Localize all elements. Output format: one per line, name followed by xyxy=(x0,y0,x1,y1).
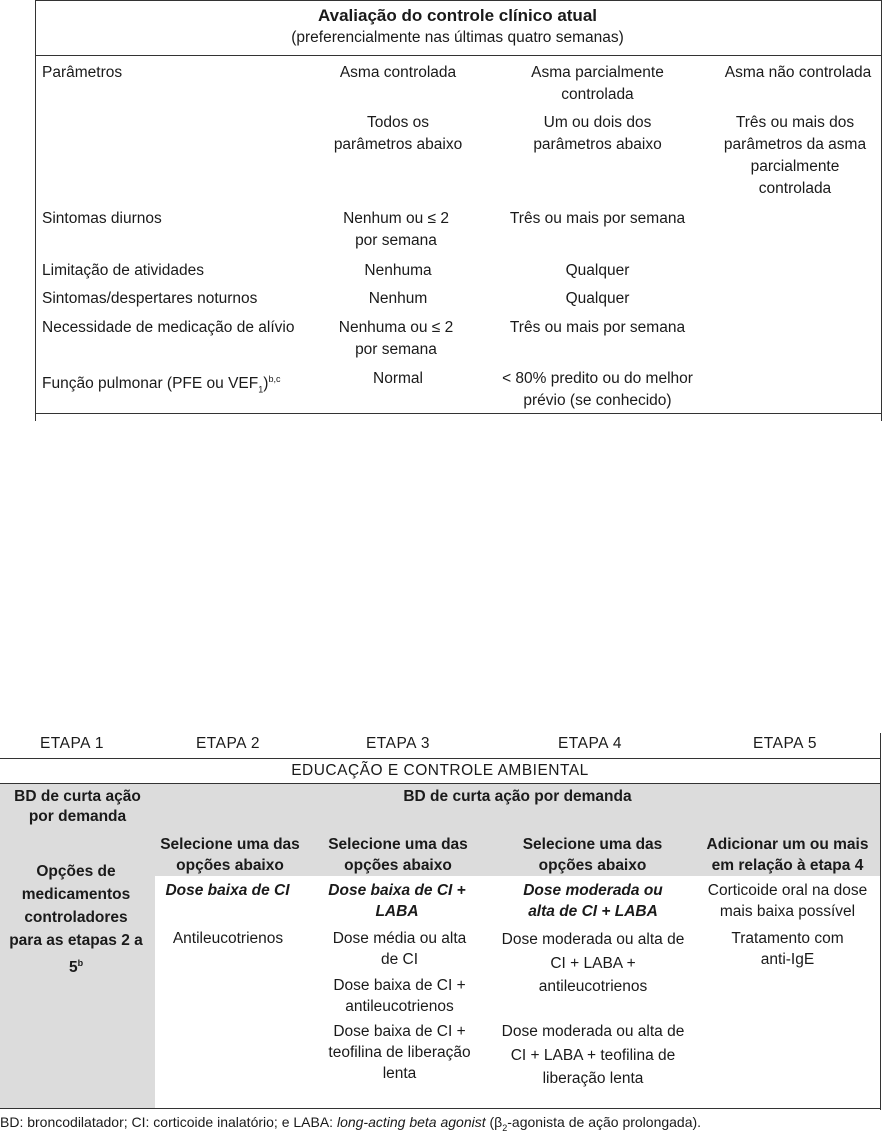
row-controlled: Nenhuma xyxy=(364,262,432,279)
option-step4: Dose moderada ou alta de CI + LABA + teofilina de liberação lenta xyxy=(501,1023,685,1087)
footnote-marker: b xyxy=(77,958,84,968)
row-param: Sintomas diurnos xyxy=(42,210,162,227)
header-parameters: Parâmetros xyxy=(42,64,123,81)
row-param-lung-function xyxy=(42,368,280,400)
controller-options-label xyxy=(6,860,146,979)
row-param: Limitação de atividades xyxy=(42,262,204,279)
footnote-text: BD: broncodilatador; CI: corticoide inalatório; e LABA: xyxy=(0,1114,337,1130)
table-bottom-border xyxy=(0,1108,880,1109)
option-step5: Corticoide oral na dose mais baixa possível xyxy=(707,882,868,920)
table-title: Avaliação do controle clínico atual xyxy=(318,6,597,25)
select-step5: Adicionar um ou mais em relação à etapa 4 xyxy=(706,836,869,874)
table-subtitle: (preferencialmente nas últimas quatro semanas) xyxy=(291,29,624,46)
table-right-border xyxy=(880,733,881,1110)
beta-subscript: 2 xyxy=(502,1122,508,1133)
option-step2: Dose baixa de CI xyxy=(165,882,290,899)
row-param: Sintomas/despertares noturnos xyxy=(42,290,258,307)
step-3-label: ETAPA 3 xyxy=(365,735,431,752)
header-controlled: Asma controlada xyxy=(339,64,457,81)
title-divider xyxy=(35,55,882,56)
row-partial: Qualquer xyxy=(565,262,630,279)
step-1-label: ETAPA 1 xyxy=(39,735,105,752)
select-step4: Selecione uma das opções abaixo xyxy=(522,836,663,874)
criteria-controlled: Todos os parâmetros abaixo xyxy=(333,114,463,153)
step-5-label: ETAPA 5 xyxy=(752,735,818,752)
header-partial: Asma parcialmente controlada xyxy=(531,64,664,103)
row-controlled: Nenhuma ou ≤ 2 por semana xyxy=(338,319,454,358)
row-controlled: Normal xyxy=(373,370,423,387)
reliever-steps-2-5: BD de curta ação por demanda xyxy=(403,788,632,805)
row-param: Necessidade de medicação de alívio xyxy=(42,319,295,336)
row-partial: Três ou mais por semana xyxy=(509,319,686,336)
option-step4: Dose moderada ou alta de CI + LABA + antileucotrienos xyxy=(501,931,685,995)
abbreviations-footnote xyxy=(0,1112,886,1138)
row-controlled: Nenhum ou ≤ 2 por semana xyxy=(343,210,449,249)
step-2-label: ETAPA 2 xyxy=(195,735,261,752)
footnote-text: -agonista de ação prolongada). xyxy=(507,1114,702,1130)
footnote-italic: long-acting beta agonist xyxy=(336,1114,486,1130)
select-step2: Selecione uma das opções abaixo xyxy=(160,836,300,874)
controller-options-text: Opções de medicamentos controladores para as etapas 2 a 5 xyxy=(9,863,143,977)
option-step5: Tratamento com anti-IgE xyxy=(731,930,844,968)
option-step4: Dose moderada ou alta de CI + LABA xyxy=(523,882,663,920)
option-step3: Dose baixa de CI + antileucotrienos xyxy=(333,977,466,1015)
option-step2: Antileucotrienos xyxy=(172,930,284,947)
criteria-uncontrolled: Três ou mais dos parâmetros da asma parcialmente controlada xyxy=(723,114,867,197)
lung-function-close: ) xyxy=(263,375,269,393)
table-title-block xyxy=(35,4,880,52)
step-4-label: ETAPA 4 xyxy=(557,735,623,752)
reliever-step1: BD de curta ação por demanda xyxy=(14,788,141,825)
header-uncontrolled: Asma não controlada xyxy=(724,64,872,81)
criteria-partial: Um ou dois dos parâmetros abaixo xyxy=(533,114,662,153)
footnote-marker: b,c xyxy=(268,374,281,384)
lung-function-label: Função pulmonar (PFE ou VEF xyxy=(42,375,259,393)
row-controlled: Nenhum xyxy=(368,290,428,307)
row-partial: < 80% predito ou do melhor prévio (se conhecido) xyxy=(502,370,693,409)
table-bottom-border xyxy=(35,413,882,414)
fev-subscript: 1 xyxy=(258,384,264,395)
option-step3: Dose baixa de CI + LABA xyxy=(328,882,466,920)
row-partial: Qualquer xyxy=(565,290,630,307)
footnote-text: (β xyxy=(485,1114,503,1130)
option-step3: Dose média ou alta de CI xyxy=(332,930,467,968)
select-step3: Selecione uma das opções abaixo xyxy=(328,836,468,874)
option-step3: Dose baixa de CI + teofilina de liberação lenta xyxy=(328,1023,471,1082)
education-banner: EDUCAÇÃO E CONTROLE AMBIENTAL xyxy=(0,758,880,784)
row-partial: Três ou mais por semana xyxy=(509,210,686,227)
